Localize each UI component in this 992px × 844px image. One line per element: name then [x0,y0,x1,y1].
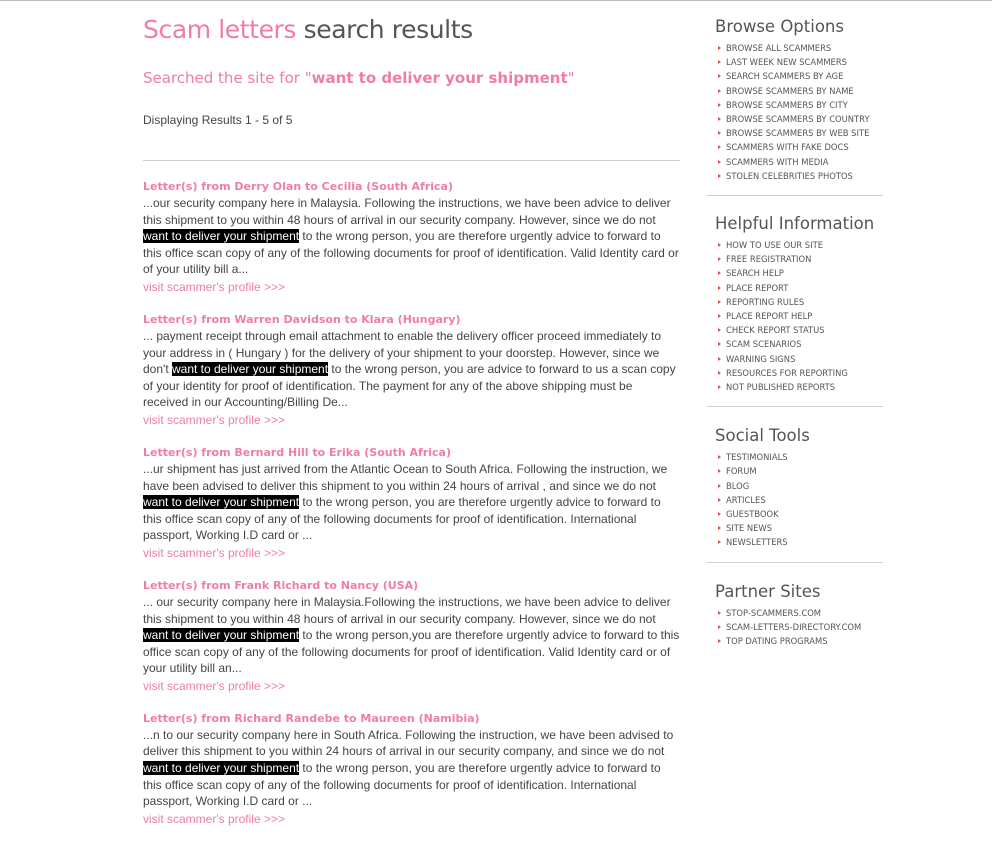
snippet-after: to the wrong person, you are advice to forward to us a scan copy of your identity for proof of identification. The payment for any of the above shipping must be received in our Accounting/Billing De... [143,362,676,410]
results-count: Displaying Results 1 - 5 of 5 [143,113,293,127]
arrow-bullet-icon [718,117,721,121]
arrow-bullet-icon [718,314,721,318]
arrow-bullet-icon [718,257,721,261]
sidebar-item-label: NOT PUBLISHED REPORTS [726,382,836,393]
sidebar-item-not-published-reports[interactable] [718,380,883,394]
sidebar-item-last-week-new-scammers[interactable] [718,55,883,69]
sidebar-item-label: BLOG [726,480,750,491]
snippet-after: to the wrong person, you are therefore urgently advice to forward to this office scan copy of any of the following documents for proof of identification. Valid Identity card or of your utility bill a... [143,229,679,277]
sidebar-item-top-dating-programs[interactable] [718,634,883,648]
sidebar-item-newsletters[interactable] [718,535,883,549]
sidebar-item-label: SITE NEWS [726,523,773,534]
sidebar-item-place-report[interactable] [718,281,883,295]
visit-profile-link[interactable]: visit scammer's profile >>> [143,279,286,294]
snippet-highlight: want to deliver your shipment [143,495,300,510]
arrow-bullet-icon [718,89,721,93]
result-item [143,445,680,562]
search-summary-suffix: " [567,69,575,87]
result-item [143,578,680,695]
social-tools-section [707,407,883,562]
result-snippet [143,461,680,544]
page-title-highlight: Scam letters [143,15,297,44]
arrow-bullet-icon [718,371,721,375]
arrow-bullet-icon [718,526,721,530]
browse-options-list [707,41,883,183]
result-title-link[interactable]: Letter(s) from Bernard Hill to Erika (South Africa) [143,445,452,459]
snippet-highlight: want to deliver your shipment [143,761,300,776]
sidebar-item-guestbook[interactable] [718,507,883,521]
sidebar-item-label: STOP-SCAMMERS.COM [726,607,822,618]
arrow-bullet-icon [718,611,721,615]
helpful-information-section [707,196,883,407]
sidebar-item-scammers-with-media[interactable] [718,155,883,169]
snippet-before: ...n to our security company here in South Africa. Following the instruction, we have been advised to deliver this shipment to you within 24 hours of arrival in our security company, and since we do not [143,727,674,759]
sidebar-item-stop-scammers[interactable] [718,606,883,620]
visit-profile-link[interactable]: visit scammer's profile >>> [143,678,286,693]
result-title-link[interactable]: Letter(s) from Warren Davidson to Klara (Hungary) [143,312,461,326]
sidebar-item-label: GUESTBOOK [726,509,779,520]
sidebar-item-blog[interactable] [718,479,883,493]
sidebar-item-label: CHECK REPORT STATUS [726,325,825,336]
sidebar-item-scammers-with-fake-docs[interactable] [718,140,883,154]
snippet-before: ...our security company here in Malaysia. Following the instructions, we have been advice to deliver this shipment to you within 48 hours of arrival in our security company. However, since we do not [143,196,671,227]
snippet-after: to the wrong person,you are therefore urgently advice to forward to this office scan copy of any of the following documents for proof of identification. Valid Identity card or of your utility bill an... [143,628,680,676]
sidebar [707,0,883,660]
partner-sites-list [707,606,883,649]
result-snippet [143,195,680,278]
sidebar-item-search-scammers-by-age[interactable] [718,69,883,83]
sidebar-item-label: PLACE REPORT HELP [726,311,813,322]
browse-options-heading: Browse Options [715,17,844,36]
sidebar-item-place-report-help[interactable] [718,309,883,323]
snippet-highlight: want to deliver your shipment [143,628,300,643]
sidebar-item-label: WARNING SIGNS [726,353,796,364]
result-item [143,312,680,429]
sidebar-item-browse-scammers-by-web-site[interactable] [718,126,883,140]
sidebar-item-label: FORUM [726,466,757,477]
arrow-bullet-icon [718,484,721,488]
arrow-bullet-icon [718,286,721,290]
sidebar-item-label: SCAMMERS WITH FAKE DOCS [726,142,849,153]
arrow-bullet-icon [718,639,721,643]
result-title-link[interactable]: Letter(s) from Richard Randebe to Maureen (Namibia) [143,711,480,725]
result-snippet [143,328,680,411]
result-item [143,179,680,296]
helpful-information-list [707,238,883,394]
search-summary [143,68,680,88]
snippet-highlight: want to deliver your shipment [171,362,329,377]
sidebar-item-label: TESTIMONIALS [726,452,788,463]
arrow-bullet-icon [718,46,721,50]
arrow-bullet-icon [718,145,721,149]
sidebar-item-label: SEARCH SCAMMERS BY AGE [726,71,844,82]
page-title [143,16,680,44]
sidebar-item-warning-signs[interactable] [718,352,883,366]
result-title-link[interactable]: Letter(s) from Derry Olan to Cecilia (South Africa) [143,180,453,193]
arrow-bullet-icon [718,342,721,346]
sidebar-item-label: BROWSE ALL SCAMMERS [726,43,832,53]
sidebar-item-articles[interactable] [718,493,883,507]
snippet-highlight: want to deliver your shipment [143,229,300,244]
sidebar-item-stolen-celebrities-photos[interactable] [718,169,883,183]
sidebar-item-browse-scammers-by-country[interactable] [718,112,883,126]
arrow-bullet-icon [718,512,721,516]
result-snippet [143,727,680,810]
snippet-before: ... payment receipt through email attachment to enable the delivery officer proceed immediately to your address in ( Hungary ) for the delivery of your shipment to your doorstep. However, since we don't [143,328,662,377]
sidebar-item-check-report-status[interactable] [718,323,883,337]
arrow-bullet-icon [718,300,721,304]
partner-sites-section [707,563,883,661]
sidebar-item-forum[interactable] [718,464,883,478]
sidebar-item-how-to-use[interactable] [718,238,883,252]
result-title-link[interactable]: Letter(s) from Frank Richard to Nancy (USA) [143,578,419,592]
sidebar-item-label: SCAMMERS WITH MEDIA [726,156,829,167]
sidebar-item-resources-for-reporting[interactable] [718,366,883,380]
snippet-after: to the wrong person, you are therefore urgently advice to forward to this office scan copy of any of the following documents for proof of identification. International passport, Working I.D card or ... [143,495,661,543]
sidebar-item-label: PLACE REPORT [726,282,789,293]
arrow-bullet-icon [718,469,721,473]
social-tools-heading: Social Tools [715,426,810,446]
search-summary-prefix: Searched the site for " [143,69,312,87]
sidebar-item-site-news[interactable] [718,521,883,535]
sidebar-item-free-registration[interactable] [718,252,883,266]
sidebar-item-label: HOW TO USE OUR SITE [726,240,823,251]
snippet-before: ... our security company here in Malaysia.Following the instructions, we have been advice to deliver this shipment to you within 48 hours of arrival in our security company. However, since we do not [143,594,671,626]
arrow-bullet-icon [718,74,721,78]
social-tools-list [707,450,883,549]
sidebar-item-scam-scenarios[interactable] [718,337,883,351]
sidebar-item-label: ARTICLES [726,494,766,505]
sidebar-item-scam-letters-directory[interactable] [718,620,883,634]
sidebar-item-browse-scammers-by-city[interactable] [718,98,883,112]
arrow-bullet-icon [718,357,721,361]
result-snippet [143,594,680,677]
arrow-bullet-icon [718,385,721,389]
sidebar-item-label: RESOURCES FOR REPORTING [726,367,848,378]
sidebar-item-label: FREE REGISTRATION [726,254,812,265]
sidebar-item-label: SEARCH HELP [726,268,784,279]
arrow-bullet-icon [718,103,721,107]
sidebar-item-label: BROWSE SCAMMERS BY CITY [726,99,848,110]
sidebar-item-label: BROWSE SCAMMERS BY NAME [726,85,854,96]
main-content [143,0,680,844]
arrow-bullet-icon [718,243,721,247]
sidebar-item-search-help[interactable] [718,266,883,280]
sidebar-item-label: LAST WEEK NEW SCAMMERS [726,57,847,68]
visit-profile-link[interactable]: visit scammer's profile >>> [143,811,286,826]
results-list [143,179,680,828]
browse-options-section [707,0,883,196]
arrow-bullet-icon [718,455,721,459]
partner-sites-heading: Partner Sites [715,581,821,601]
sidebar-item-label: TOP DATING PROGRAMS [726,636,828,647]
sidebar-item-label: BROWSE SCAMMERS BY COUNTRY [726,114,870,125]
sidebar-item-testimonials[interactable] [718,450,883,464]
sidebar-item-browse-scammers-by-name[interactable] [718,84,883,98]
arrow-bullet-icon [718,60,721,64]
sidebar-item-label: SCAM-LETTERS-DIRECTORY.COM [726,621,862,632]
snippet-before: ...ur shipment has just arrived from the Atlantic Ocean to South Africa. Following the instruction, we have been advised to deliver this shipment to you within 24 hours of arrival , and since we do not [143,461,668,493]
sidebar-item-label: SCAM SCENARIOS [726,339,802,350]
results-divider [143,160,680,161]
sidebar-item-browse-all-scammers[interactable] [718,41,883,55]
page-title-rest: search results [303,15,473,44]
arrow-bullet-icon [718,540,721,544]
visit-profile-link[interactable]: visit scammer's profile >>> [143,545,286,560]
sidebar-item-label: REPORTING RULES [726,296,805,307]
arrow-bullet-icon [718,498,721,502]
arrow-bullet-icon [718,328,721,332]
sidebar-item-label: BROWSE SCAMMERS BY WEB SITE [726,128,870,139]
sidebar-item-label: STOLEN CELEBRITIES PHOTOS [726,170,853,181]
sidebar-item-reporting-rules[interactable] [718,295,883,309]
arrow-bullet-icon [718,160,721,164]
sidebar-item-label: NEWSLETTERS [726,537,788,548]
visit-profile-link[interactable]: visit scammer's profile >>> [143,412,286,427]
search-query: want to deliver your shipment [311,69,568,87]
arrow-bullet-icon [718,131,721,135]
arrow-bullet-icon [718,625,721,629]
arrow-bullet-icon [718,174,721,178]
arrow-bullet-icon [718,271,721,275]
result-item [143,711,680,828]
helpful-information-heading: Helpful Information [715,214,875,234]
snippet-after: to the wrong person, you are therefore urgently advice to forward to this office scan copy of any of the following documents for proof of identification. International passport, Working I.D card or ... [143,761,661,809]
